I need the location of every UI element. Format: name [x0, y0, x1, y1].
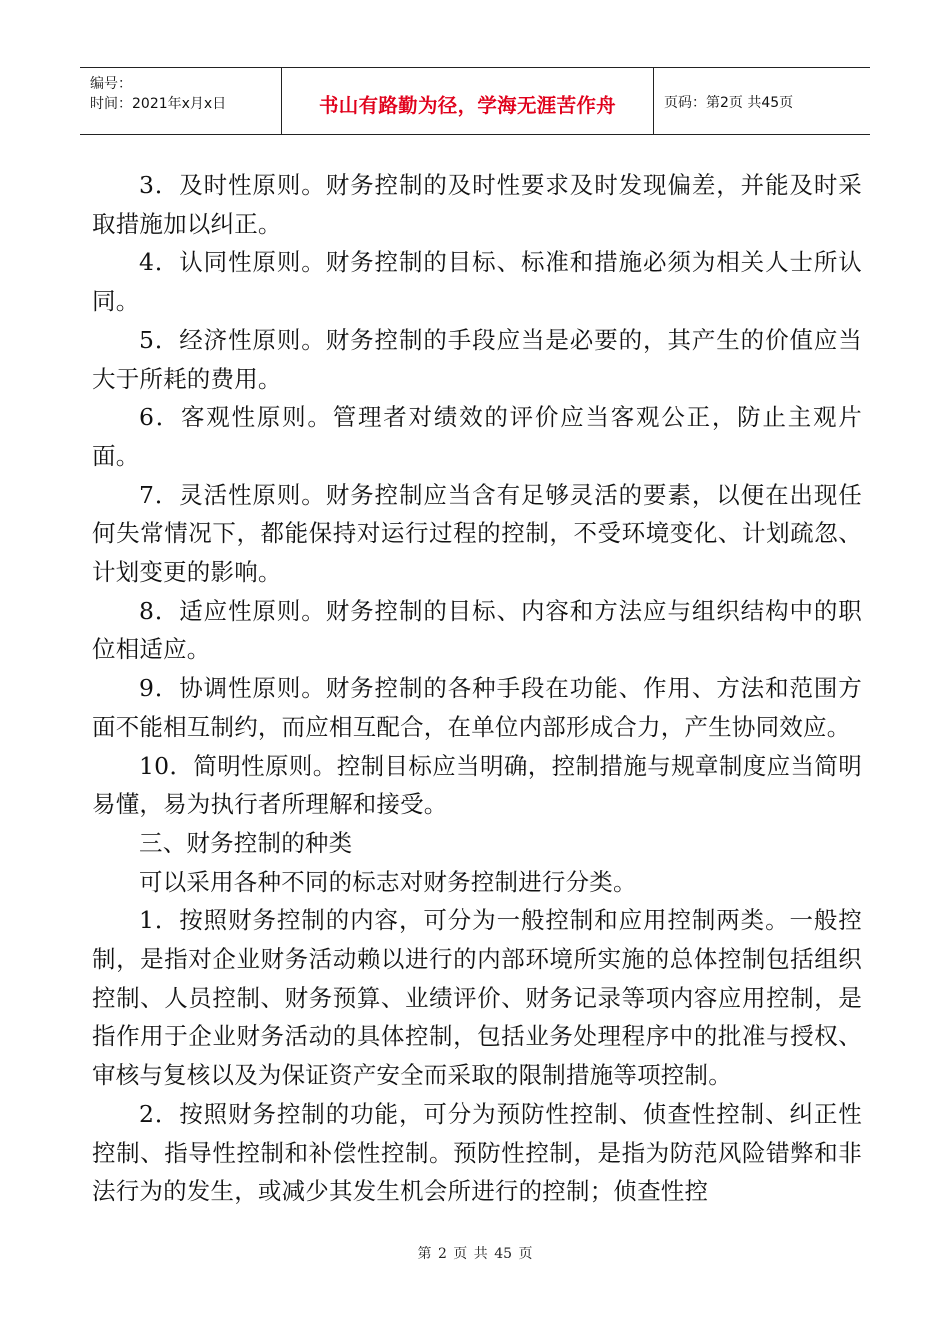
- body-text: [92, 166, 862, 1211]
- paragraph-coordination: 9．协调性原则。财务控制的各种手段在功能、作用、方法和范围方面不能相互制约，而应相互配合，在单位内部形成合力，产生协同效应。: [92, 674, 862, 741]
- paragraph-by-content: 1．按照财务控制的内容，可分为一般控制和应用控制两类。一般控制，是指对企业财务活动赖以进行的内部环境所实施的总体控制包括组织控制、人员控制、财务预算、业绩评价、财务记录等项内容应用控制，是指作用于企业财务活动的具体控制，包括业务处理程序中的批准与授权、审核与复核以及为保证资产安全而采取的限制措施等项控制。: [92, 906, 862, 1090]
- paragraph-classification-intro: 可以采用各种不同的标志对财务控制进行分类。: [139, 867, 637, 896]
- paragraph-economy: 5．经济性原则。财务控制的手段应当是必要的，其产生的价值应当大于所耗的费用。: [92, 325, 862, 393]
- paragraph-simplicity: 10．简明性原则。控制目标应当明确，控制措施与规章制度应当简明易懂，易为执行者所理解和接受。: [92, 751, 862, 819]
- paragraph-recognition: 4．认同性原则。财务控制的目标、标准和措施必须为相关人士所认同。: [92, 248, 862, 316]
- motto-text: 书山有路勤为径，学海无涯苦作舟: [318, 94, 616, 117]
- header-left-cell: [80, 68, 282, 134]
- page-footer: 第 2 页 共 45 页: [417, 1246, 533, 1262]
- page-code-label: 页码：第2页 共45页: [664, 95, 794, 111]
- paragraph-objectivity: 6．客观性原则。管理者对绩效的评价应当客观公正，防止主观片面。: [92, 403, 862, 470]
- header-page-code-cell: [654, 68, 870, 134]
- serial-number-label: 编号：: [90, 76, 132, 92]
- paragraph-timeliness: 3．及时性原则。财务控制的及时性要求及时发现偏差，并能及时采取措施加以纠正。: [92, 171, 862, 238]
- section-heading-control-types: 三、财务控制的种类: [139, 828, 353, 857]
- paragraph-flexibility: 7．灵活性原则。财务控制应当含有足够灵活的要素，以便在出现任何失常情况下，都能保持对运行过程的控制，不受环境变化、计划疏忽、计划变更的影响。: [92, 480, 862, 587]
- paragraph-adaptability: 8．适应性原则。财务控制的目标、内容和方法应与组织结构中的职位相适应。: [92, 596, 862, 664]
- header-motto-cell: [282, 68, 654, 134]
- paragraph-by-function: 2．按照财务控制的功能，可分为预防性控制、侦查性控制、纠正性控制、指导性控制和补偿性控制。预防性控制，是指为防范风险错弊和非法行为的发生，或减少其发生机会所进行的控制；侦查性控: [92, 1099, 862, 1206]
- date-label: 时间：2021年x月x日: [90, 96, 227, 112]
- page-header-table: [80, 67, 870, 135]
